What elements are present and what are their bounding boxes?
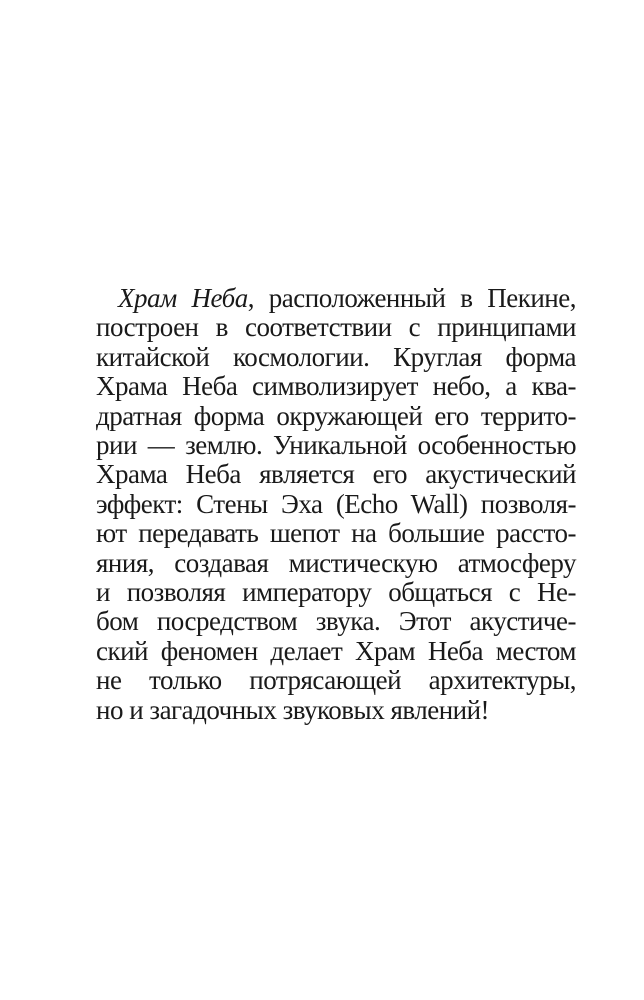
paragraph-line: китайской космологии. Круглая форма bbox=[96, 341, 576, 372]
paragraph-line: но и загадочных звуковых явлений! bbox=[96, 694, 490, 725]
italic-term: Храм Неба bbox=[118, 283, 248, 313]
paragraph-line: дратная форма окружающей его террито- bbox=[96, 400, 576, 431]
paragraph-line: ский феномен делает Храм Неба местом bbox=[96, 635, 576, 666]
paragraph-line: построен в соответствии с принципами bbox=[96, 312, 576, 343]
paragraph-line: эффект: Стены Эха (Echo Wall) позволя- bbox=[96, 488, 576, 519]
paragraph-line: Храма Неба является его акустический bbox=[96, 459, 576, 490]
paragraph-line: и позволяя императору общаться с Не- bbox=[96, 577, 576, 608]
paragraph-line: Храма Неба символизирует небо, а ква- bbox=[96, 371, 576, 402]
paragraph-line: яния, создавая мистическую атмосферу bbox=[96, 547, 576, 578]
paragraph-line: Храм Неба, расположенный в Пекине, bbox=[118, 283, 576, 313]
paragraph-line: ют передавать шепот на большие рассто- bbox=[96, 518, 576, 549]
paragraph-line: бом посредством звука. Этот акустиче- bbox=[96, 606, 576, 637]
paragraph-line: не только потрясающей архитектуры, bbox=[96, 665, 576, 696]
body-paragraph bbox=[96, 284, 576, 725]
paragraph-line: рии — землю. Уникальной особенностью bbox=[96, 430, 576, 461]
